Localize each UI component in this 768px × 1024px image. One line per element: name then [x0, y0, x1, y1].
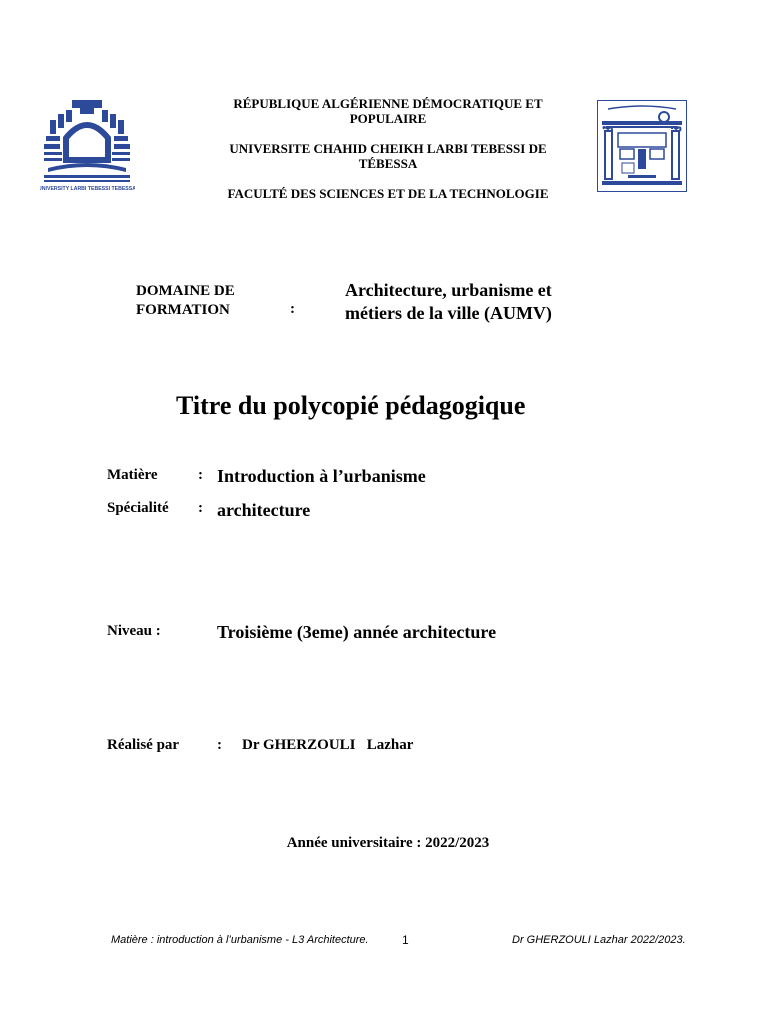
header-faculty: FACULTÉ DES SCIENCES ET DE LA TECHNOLOGIE	[227, 186, 549, 201]
header-university: UNIVERSITE CHAHID CHEIKH LARBI TEBESSI DE TÉBESSA	[229, 141, 547, 171]
niveau-label: Niveau :	[107, 623, 161, 639]
specialite-value: architecture	[217, 500, 311, 520]
specialite-separator: :	[198, 500, 203, 516]
domaine-label: DOMAINE DE FORMATION	[136, 283, 235, 318]
matiere-separator: :	[198, 467, 203, 483]
footer-author: Dr GHERZOULI Lazhar 2022/2023.	[512, 934, 686, 946]
matiere-label: Matière	[107, 467, 158, 483]
header-republic: RÉPUBLIQUE ALGÉRIENNE DÉMOCRATIQUE ET POPULAIRE	[233, 96, 543, 126]
academic-year: Année universitaire : 2022/2023	[286, 835, 490, 851]
realise-label: Réalisé par	[107, 737, 180, 753]
specialite-label: Spécialité	[107, 500, 169, 516]
matiere-value: Introduction à l’urbanisme	[217, 466, 426, 486]
document-title: Titre du polycopié pédagogique	[176, 391, 526, 420]
university-logo	[40, 98, 135, 193]
realise-separator: :	[217, 737, 222, 753]
niveau-value: Troisième (3eme) année architecture	[217, 622, 497, 642]
domaine-separator: :	[290, 301, 295, 317]
page-number: 1	[402, 933, 409, 947]
author-name: Dr GHERZOULI Lazhar	[242, 737, 414, 753]
logo-caption: UNIVERSITY LARBI TEBESSI TEBESSA	[40, 186, 135, 192]
footer-course: Matière : introduction à l’urbanisme - L3 Architecture.	[111, 934, 369, 946]
domaine-value: Architecture, urbanisme et métiers de la ville (AUMV)	[345, 280, 552, 323]
